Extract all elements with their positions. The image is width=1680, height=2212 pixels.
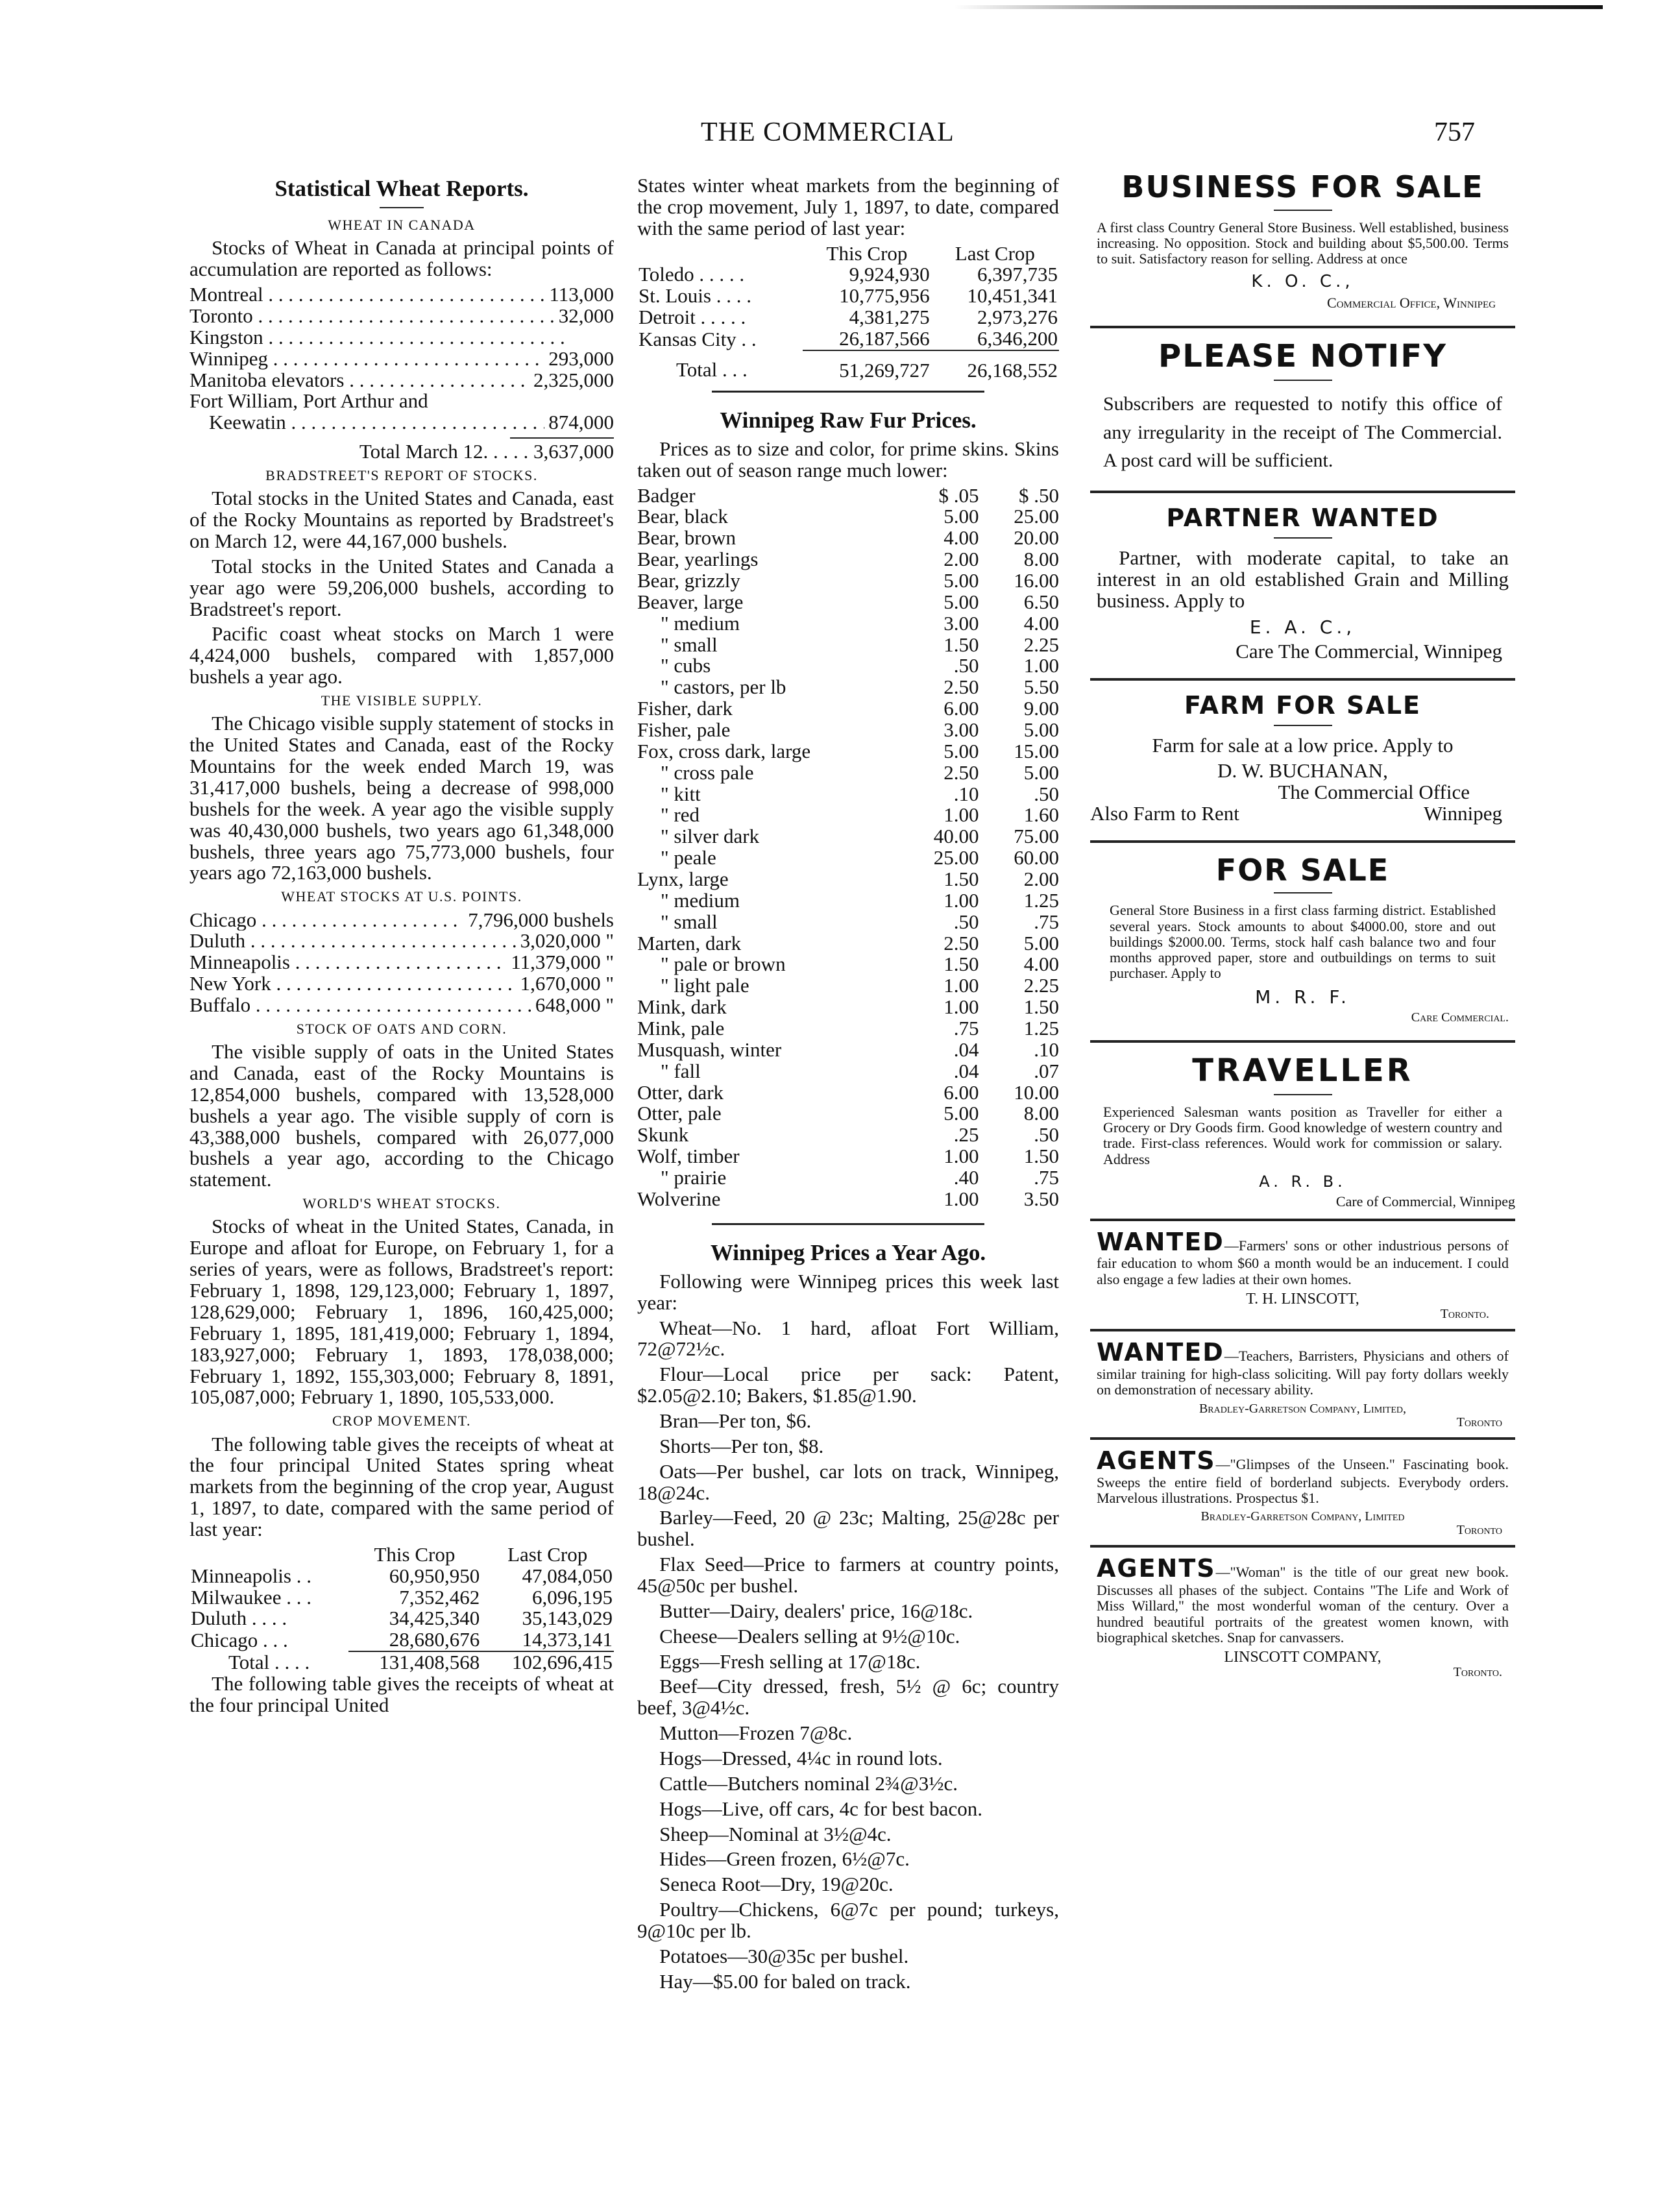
list-item: Hay—$5.00 for baled on track. — [659, 1969, 911, 1993]
paragraph: The Chicago visible supply statement of stocks in the United States and Canada, east of the Rocky Mountains for the week ended March 19, was 31,417,000 bushels, being a decrease of 998,000 bushels for the week. A year ago the visible supply was 40,430,000 bushels, two years ago 61,348,000 bushels, three years ago 75,773,000 bushels, four years ago 72,163,000 bushels. — [189, 712, 614, 884]
table-row: " prairie .40 .75 — [661, 1166, 1059, 1189]
section-heading: Winnipeg Raw Fur Prices. — [720, 407, 977, 433]
table-row: Bear, grizzly 5.00 16.00 — [637, 568, 1059, 592]
divider — [1090, 1219, 1515, 1221]
ad-lead: AGENTS — [1097, 1446, 1216, 1475]
winter-crop-table — [637, 243, 1059, 382]
ad-address: Toronto — [1456, 1523, 1502, 1538]
divider — [1274, 892, 1332, 893]
subheading: THE VISIBLE SUPPLY. — [321, 692, 483, 709]
table-row: Wolverine 1.00 3.50 — [637, 1187, 1059, 1210]
table-row: Minneapolis . . 60,950,950 47,084,050 — [191, 1564, 613, 1587]
table-row: Fisher, dark 6.00 9.00 — [637, 697, 1059, 720]
list-item: Sheep—Nominal at 3½@4c. — [659, 1822, 892, 1845]
table-row: " small .50 .75 — [661, 910, 1059, 933]
table-row: " light pale 1.00 2.25 — [661, 974, 1059, 997]
ad-wanted-teachers — [1090, 1339, 1515, 1398]
list-item: Wheat—No. 1 hard, afloat Fort William, 72@72½c. — [637, 1316, 1059, 1361]
paragraph: Total stocks in the United States and Canada a year ago were 59,206,000 bushels, according to Bradstreet's report. — [189, 554, 614, 620]
ad-signature: Bradley-Garretson Company, Limited, — [1199, 1401, 1407, 1416]
ad-body: A first class Country General Store Business. Well established, business increasing. No opposition. Stock and building about $5,500.00. Terms to suit. Satisfactory reason for selling. Address at once — [1097, 219, 1509, 267]
divider — [712, 1223, 984, 1225]
paragraph: Prices as to size and color, for prime skins. Skins taken out of season range much lower: — [637, 437, 1059, 481]
ad-heading-partner-wanted: PARTNER WANTED — [1166, 503, 1439, 532]
paragraph: The following table gives the receipts of wheat at the four principal United — [189, 1671, 614, 1716]
table-row: St. Louis . . . . 10,775,956 10,451,341 — [639, 284, 1058, 308]
ad-address: The Commercial Office — [1278, 780, 1470, 803]
ad-body: General Store Business in a first class farming district. Established several years. Stock amounts to about $4000.00, store and out buildings $2000.00. Terms, stock half cash balance two and four months approved paper, store and outbuildings on terms to suit purchaser. Apply to — [1110, 902, 1496, 982]
table-row: Bear, yearlings 2.00 8.00 — [637, 548, 1059, 571]
ad-address: Toronto. — [1453, 1665, 1502, 1680]
ad-heading-traveller: TRAVELLER — [1192, 1052, 1413, 1089]
ad-body: Farm for sale at a low price. Apply to — [1152, 734, 1454, 757]
subheading: WHEAT STOCKS AT U.S. POINTS. — [281, 888, 522, 905]
ad-heading-farm-for-sale: FARM FOR SALE — [1184, 690, 1421, 720]
table-row: " cross pale 2.50 5.00 — [661, 760, 1059, 784]
table-row: Mink, pale .75 1.25 — [637, 1017, 1059, 1040]
table-row: Beaver, large 5.00 6.50 — [637, 590, 1059, 613]
list-item: Hides—Green frozen, 6½@7c. — [659, 1847, 910, 1871]
spring-crop-table — [189, 1544, 614, 1673]
list-item: New York . . . 1,670,000 " — [189, 973, 614, 995]
ad-address: Care of Commercial, Winnipeg — [1335, 1193, 1515, 1210]
ad-body: —"Glimpses of the Unseen." Fascinating book. Sweeps the entire field of borderland subjects. Everybody orders. Marvelous illustrations. Prospectus $1. — [1097, 1455, 1509, 1506]
list-item: Oats—Per bushel, car lots on track, Winnipeg, 18@24c. — [637, 1459, 1059, 1504]
divider — [1090, 840, 1515, 843]
list-item: Fort William, Port Arthur and — [189, 389, 428, 413]
divider — [712, 391, 984, 393]
ad-body: Experienced Salesman wants position as Traveller for either a Grocery or Dry Goods firm. Good knowledge of western country and trade. First-class references. Would work for commission or salary. Address — [1103, 1104, 1502, 1167]
table-row: Mink, dark 1.00 1.50 — [637, 995, 1059, 1019]
list-item: Cattle—Butchers nominal 2¾@3½c. — [659, 1771, 958, 1795]
table-row: Marten, dark 2.50 5.00 — [637, 931, 1059, 954]
ad-signature: K. O. C., — [1251, 272, 1354, 292]
divider — [1274, 537, 1332, 539]
divider — [510, 437, 614, 439]
divider — [1090, 678, 1515, 681]
table-row: " peale 25.00 60.00 — [661, 846, 1059, 869]
table-row: Kansas City . . 26,187,566 6,346,200 — [639, 327, 1058, 350]
list-item: Toronto . . . 32,000 — [189, 306, 614, 327]
table-row: Fox, cross dark, large 5.00 15.00 — [637, 739, 1059, 762]
list-item: Duluth . . . 3,020,000 " — [189, 930, 614, 952]
fur-price-table — [637, 485, 1059, 1210]
column-3 — [1090, 169, 1515, 1680]
list-item: Buffalo . . . 648,000 " — [189, 995, 614, 1016]
price-list — [637, 1318, 1059, 1993]
ad-body: Subscribers are requested to notify this office of any irregularity in the receipt of The Commercial. A post card will be sufficient. — [1103, 393, 1502, 472]
paragraph: Following were Winnipeg prices this week last year: — [637, 1269, 1059, 1314]
ad-body: —"Woman" is the title of our great new book. Discusses all phases of the subject. Contains "The Life and Work of Miss Willard," the most wonderful woman of the century. Over a hundred beautiful portraits of the greatest women known, with biographical sketches. Snap for canvassers. — [1097, 1564, 1509, 1646]
list-item: Shorts—Per ton, $8. — [659, 1434, 824, 1457]
us-stocks-list — [189, 910, 614, 1016]
list-item: Cheese—Dealers selling at 9½@10c. — [659, 1624, 960, 1647]
ad-body: Partner, with moderate capital, to take an interest in an old established Grain and Milling business. Apply to — [1097, 546, 1509, 612]
ad-address: Toronto — [1456, 1415, 1502, 1429]
ad-heading-please-notify: PLEASE NOTIFY — [1158, 338, 1447, 375]
ad-signature: E. A. C., — [1249, 616, 1356, 638]
list-item: Montreal . . . 113,000 — [189, 284, 614, 306]
ad-lead: WANTED — [1097, 1227, 1224, 1256]
ad-address: Care Commercial. — [1411, 1010, 1509, 1025]
section-heading: Statistical Wheat Reports. — [274, 176, 529, 201]
list-item: Potatoes—30@35c per bushel. — [659, 1944, 909, 1967]
divider — [1274, 210, 1332, 211]
paragraph: Total stocks in the United States and Canada, east of the Rocky Mountains as reported by Bradstreet's on March 12, were 44,167,000 bushels. — [189, 487, 614, 553]
table-row: Badger $ .05 $ .50 — [637, 483, 1059, 507]
ad-heading-for-sale: FOR SALE — [1215, 852, 1390, 888]
table-row: Wolf, timber 1.00 1.50 — [637, 1145, 1059, 1168]
divider — [1090, 326, 1515, 328]
divider — [380, 207, 424, 208]
column-1 — [189, 175, 614, 1720]
top-border-rule — [954, 5, 1603, 9]
subheading: WORLD'S WHEAT STOCKS. — [302, 1195, 501, 1212]
subheading: STOCK OF OATS AND CORN. — [296, 1020, 507, 1037]
table-row: " castors, per lb 2.50 5.50 — [661, 675, 1059, 699]
table-row: " pale or brown 1.50 4.00 — [661, 953, 1059, 976]
table-row: Musquash, winter .04 .10 — [637, 1038, 1059, 1061]
subheading: CROP MOVEMENT. — [332, 1413, 472, 1429]
divider — [1274, 380, 1332, 381]
list-item: Flour—Local price per sack: Patent, $2.05@2.10; Bakers, $1.85@1.90. — [637, 1363, 1059, 1407]
ad-address: Commercial Office, Winnipeg — [1327, 294, 1496, 311]
table-row: " red 1.00 1.60 — [661, 803, 1059, 827]
total-line: Total March 12. . . . . 3,637,000 — [359, 440, 614, 463]
ad-heading-business-for-sale: BUSINESS FOR SALE — [1121, 169, 1484, 204]
page-number: 757 — [1434, 117, 1475, 147]
list-item: Manitoba elevators . . . 2,325,000 — [189, 370, 614, 391]
list-item: Hogs—Live, off cars, 4c for best bacon. — [659, 1797, 982, 1820]
ad-wanted-farmers — [1090, 1229, 1515, 1287]
table-row: " cubs .50 1.00 — [661, 654, 1059, 677]
table-row: " medium 1.00 1.25 — [661, 888, 1059, 912]
list-item: Mutton—Frozen 7@8c. — [659, 1721, 853, 1745]
paragraph: The visible supply of oats in the United States and Canada, east of the Rocky Mountains is 12,854,000 bushels, compared with 13,528,000 bushels a year ago. The visible supply of corn is 43,388,000 bushels, compared with 26,077,000 bushels a year ago, according to the Chicago statement. — [189, 1040, 614, 1191]
table-row: " medium 3.00 4.00 — [661, 611, 1059, 635]
list-item: Butter—Dairy, dealers' price, 16@18c. — [659, 1599, 973, 1622]
table-row: Duluth . . . . 34,425,340 35,143,029 — [191, 1607, 613, 1630]
list-item: Winnipeg . . . 293,000 — [189, 348, 614, 370]
divider — [1090, 1437, 1515, 1440]
table-row: Detroit . . . . . 4,381,275 2,973,276 — [639, 306, 1058, 329]
divider — [1090, 1329, 1515, 1331]
list-item: Seneca Root—Dry, 19@20c. — [659, 1873, 894, 1896]
subheading: BRADSTREET'S REPORT OF STOCKS. — [265, 467, 538, 483]
table-total-row: Total . . . . 131,408,568 102,696,415 — [228, 1650, 613, 1674]
list-item: Keewatin . . . 874,000 — [189, 412, 614, 433]
table-row: " fall .04 .07 — [661, 1059, 1059, 1082]
table-row: Toledo . . . . . 9,924,930 6,397,735 — [639, 263, 1058, 286]
paragraph: Pacific coast wheat stocks on March 1 were 4,424,000 bushels, compared with 1,857,000 bushels a year ago. — [189, 622, 614, 688]
divider — [1090, 1545, 1515, 1548]
ad-lead: AGENTS — [1097, 1554, 1216, 1583]
canada-stocks-list — [189, 284, 614, 433]
table-row: " kitt .10 .50 — [661, 782, 1059, 805]
table-row: Milwaukee . . . 7,352,462 6,096,195 — [191, 1585, 613, 1609]
ad-signature: LINSCOTT COMPANY, — [1224, 1648, 1382, 1666]
table-row: Skunk .25 .50 — [637, 1123, 1059, 1147]
divider — [1274, 1094, 1332, 1095]
ad-lead: WANTED — [1097, 1338, 1224, 1367]
table-total-row: Total . . . 51,269,727 26,168,552 — [637, 350, 1059, 382]
table-row: Otter, pale 5.00 8.00 — [637, 1102, 1059, 1125]
divider — [1274, 725, 1332, 726]
ad-address: Toronto. — [1440, 1307, 1489, 1322]
list-item: Hogs—Dressed, 4¼c in round lots. — [659, 1747, 943, 1770]
subheading: WHEAT IN CANADA — [328, 217, 476, 234]
list-item: Barley—Feed, 20 @ 23c; Malting, 25@28c per bushel. — [637, 1506, 1059, 1551]
divider — [1090, 491, 1515, 493]
section-heading: Winnipeg Prices a Year Ago. — [710, 1239, 986, 1265]
list-item: Eggs—Fresh selling at 17@18c. — [659, 1649, 921, 1673]
list-item: Poultry—Chickens, 6@7c per pound; turkeys, 9@10c per lb. — [637, 1898, 1059, 1943]
column-2 — [637, 175, 1059, 1997]
paragraph: The following table gives the receipts of wheat at the four principal United States spring wheat markets from the beginning of the crop year, August 1, 1897, to date, compared with the same period of last year: — [189, 1432, 614, 1540]
table-header: This Crop Last Crop — [374, 1542, 588, 1566]
table-row: Bear, black 5.00 25.00 — [637, 505, 1059, 528]
paragraph: States winter wheat markets from the beginning of the crop movement, July 1, 1897, to date, compared with the same period of last year: — [637, 174, 1059, 239]
page-title: THE COMMERCIAL — [701, 117, 955, 147]
paragraph: Stocks of Wheat in Canada at principal points of accumulation are reported as follows: — [189, 236, 614, 281]
table-header: This Crop Last Crop — [826, 241, 1035, 265]
ad-body: —Farmers' sons or other industrious persons of fair education to whom $60 a month would be an inducement. I could also engage a few ladies at their own homes. — [1097, 1237, 1509, 1287]
ad-address: Care The Commercial, Winnipeg — [1236, 640, 1502, 663]
table-row: Chicago . . . 28,680,676 14,373,141 — [191, 1628, 613, 1651]
table-row: Otter, dark 6.00 10.00 — [637, 1080, 1059, 1104]
list-item: Kingston . . . — [189, 327, 614, 348]
paragraph: Stocks of wheat in the United States, Canada, in Europe and afloat for Europe, on February 1, for a series of years, were as follows, Bradstreet's report: February 1, 1898, 129,123,000; February 1, 1897, 128,629,000; February 1, 1896, 160,425,000; February 1, 1895, 181,419,000; February 1, 1894, 183,927,000; February 1, 1893, 178,038,000; February 1, 1892, 155,303,000; February 8, 1891, 105,087,000; February 1, 1890, 105,533,000. — [189, 1215, 614, 1409]
list-item: Beef—City dressed, fresh, 5½ @ 6c; country beef, 3@4½c. — [637, 1675, 1059, 1720]
divider — [1090, 1040, 1515, 1043]
table-row: Bear, brown 4.00 20.00 — [637, 526, 1059, 550]
ad-agents-woman — [1090, 1555, 1515, 1646]
ad-signature: Bradley-Garretson Company, Limited — [1200, 1509, 1405, 1524]
list-item: Bran—Per ton, $6. — [659, 1409, 812, 1433]
ad-signature: D. W. BUCHANAN, — [1217, 759, 1388, 783]
list-item: Flax Seed—Price to farmers at country points, 45@50c per bushel. — [637, 1553, 1059, 1598]
list-item: Minneapolis . . . 11,379,000 " — [189, 952, 614, 973]
table-row: " small 1.50 2.25 — [661, 633, 1059, 656]
table-row: Lynx, large 1.50 2.00 — [637, 868, 1059, 891]
table-row: " silver dark 40.00 75.00 — [661, 825, 1059, 848]
ad-signature: T. H. LINSCOTT, — [1246, 1290, 1359, 1307]
list-item: Chicago . . . 7,796,000 bushels — [189, 910, 614, 931]
table-row: Fisher, pale 3.00 5.00 — [637, 718, 1059, 741]
ad-agents-glimpses — [1090, 1448, 1515, 1506]
ad-signature: M. R. F. — [1255, 986, 1350, 1008]
ad-signature: A. R. B. — [1259, 1172, 1346, 1191]
ad-footer-line: Also Farm to Rent Winnipeg — [1090, 801, 1502, 825]
ad-body: —Teachers, Barristers, Physicians and others of similar training for high-class soliciting. Will pay forty dollars weekly on demonstration of necessary ability. — [1097, 1348, 1509, 1398]
